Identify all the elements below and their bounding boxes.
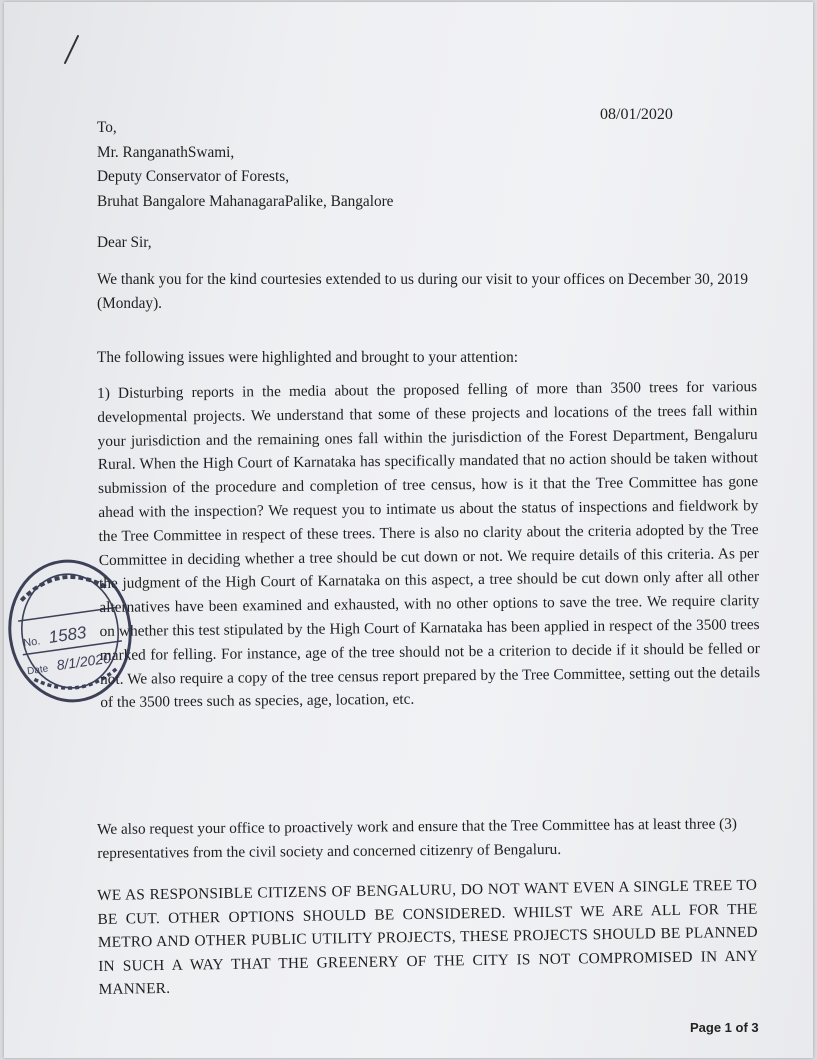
office-stamp (8, 556, 138, 706)
paragraph-issues-intro: The following issues were highlighted and brought to your attention: (97, 349, 519, 366)
stamp-date: 8/1/2020 (55, 649, 112, 674)
address-line-office: Bruhat Bangalore MahanagaraPalike, Bangalore (97, 192, 394, 210)
paragraph-capitals: WE AS RESPONSIBLE CITIZENS OF BENGALURU, DO NOT WANT EVEN A SINGLE TREE TO BE CUT. OTHER OPTIONS SHOULD BE CONSIDERED. WHILST WE ARE ALL FOR THE METRO AND OTHER PUBLIC UTILITY PROJECTS, THESE PROJECTS SHOULD BE PLANNED IN SUCH A WAY THAT THE GREENERY OF THE CITY IS NOT COMPROMISED IN ANY MANNER. (97, 876, 759, 998)
check-mark (62, 34, 82, 66)
salutation: Dear Sir, (97, 234, 152, 251)
page-number: Page 1 of 3 (690, 1020, 759, 1035)
svg-text:No.: No. (22, 635, 42, 650)
paragraph-issue-1: 1) Disturbing reports in the media about the proposed felling of more than 3500 trees for various developmental projects. We understand that some of these projects and locations of the trees fall within your jurisdiction and the remaining ones fall within the jurisdiction of the Forest Department, Bengaluru Rural. When the High Court of Karnataka has specifically mandated that no action should be taken without submission of the procedure and completion of tree census, how is it that the Tree Committee has gone ahead with the inspection? We request you to intimate us about the status of inspections and fieldwork by the Tree Committee in respect of these trees. There is also no clarity about the criteria adopted by the Tree Committee in deciding whether a tree should be cut down or not. We require details of this criteria. As per the judgment of the High Court of Karnataka on this aspect, a tree should be cut down only after all other alternatives have been examined and exhausted, with no other options to save the tree. We require clarity on whether this test stipulated by the High Court of Karnataka has been applied in respect of the 3500 trees marked for felling. For instance, age of the tree should not be a criterion to decide if it should be felled or not. We also require a copy of the tree census report prepared by the Tree Committee, setting out the details of the 3500 trees such as species, age, location, etc. (97, 378, 761, 712)
address-line-to: To, (97, 119, 117, 136)
letter-date: 08/01/2020 (600, 106, 673, 123)
letter-page (4, 2, 813, 1058)
svg-text:Date: Date (26, 663, 49, 678)
paragraph-request: We also request your office to proactively work and ensure that the Tree Committee has at least three (3) representatives from the civil society and concerned citizenry of Bengaluru. (97, 815, 738, 862)
paragraph-thanks: We thank you for the kind courtesies extended to us during our visit to your offices on December 30, 2019 (Monday). (97, 271, 749, 312)
stamp-number: 1583 (47, 622, 88, 647)
address-line-name: Mr. RanganathSwami, (97, 143, 235, 161)
address-line-title: Deputy Conservator of Forests, (97, 168, 290, 185)
recipient-address (97, 116, 757, 214)
